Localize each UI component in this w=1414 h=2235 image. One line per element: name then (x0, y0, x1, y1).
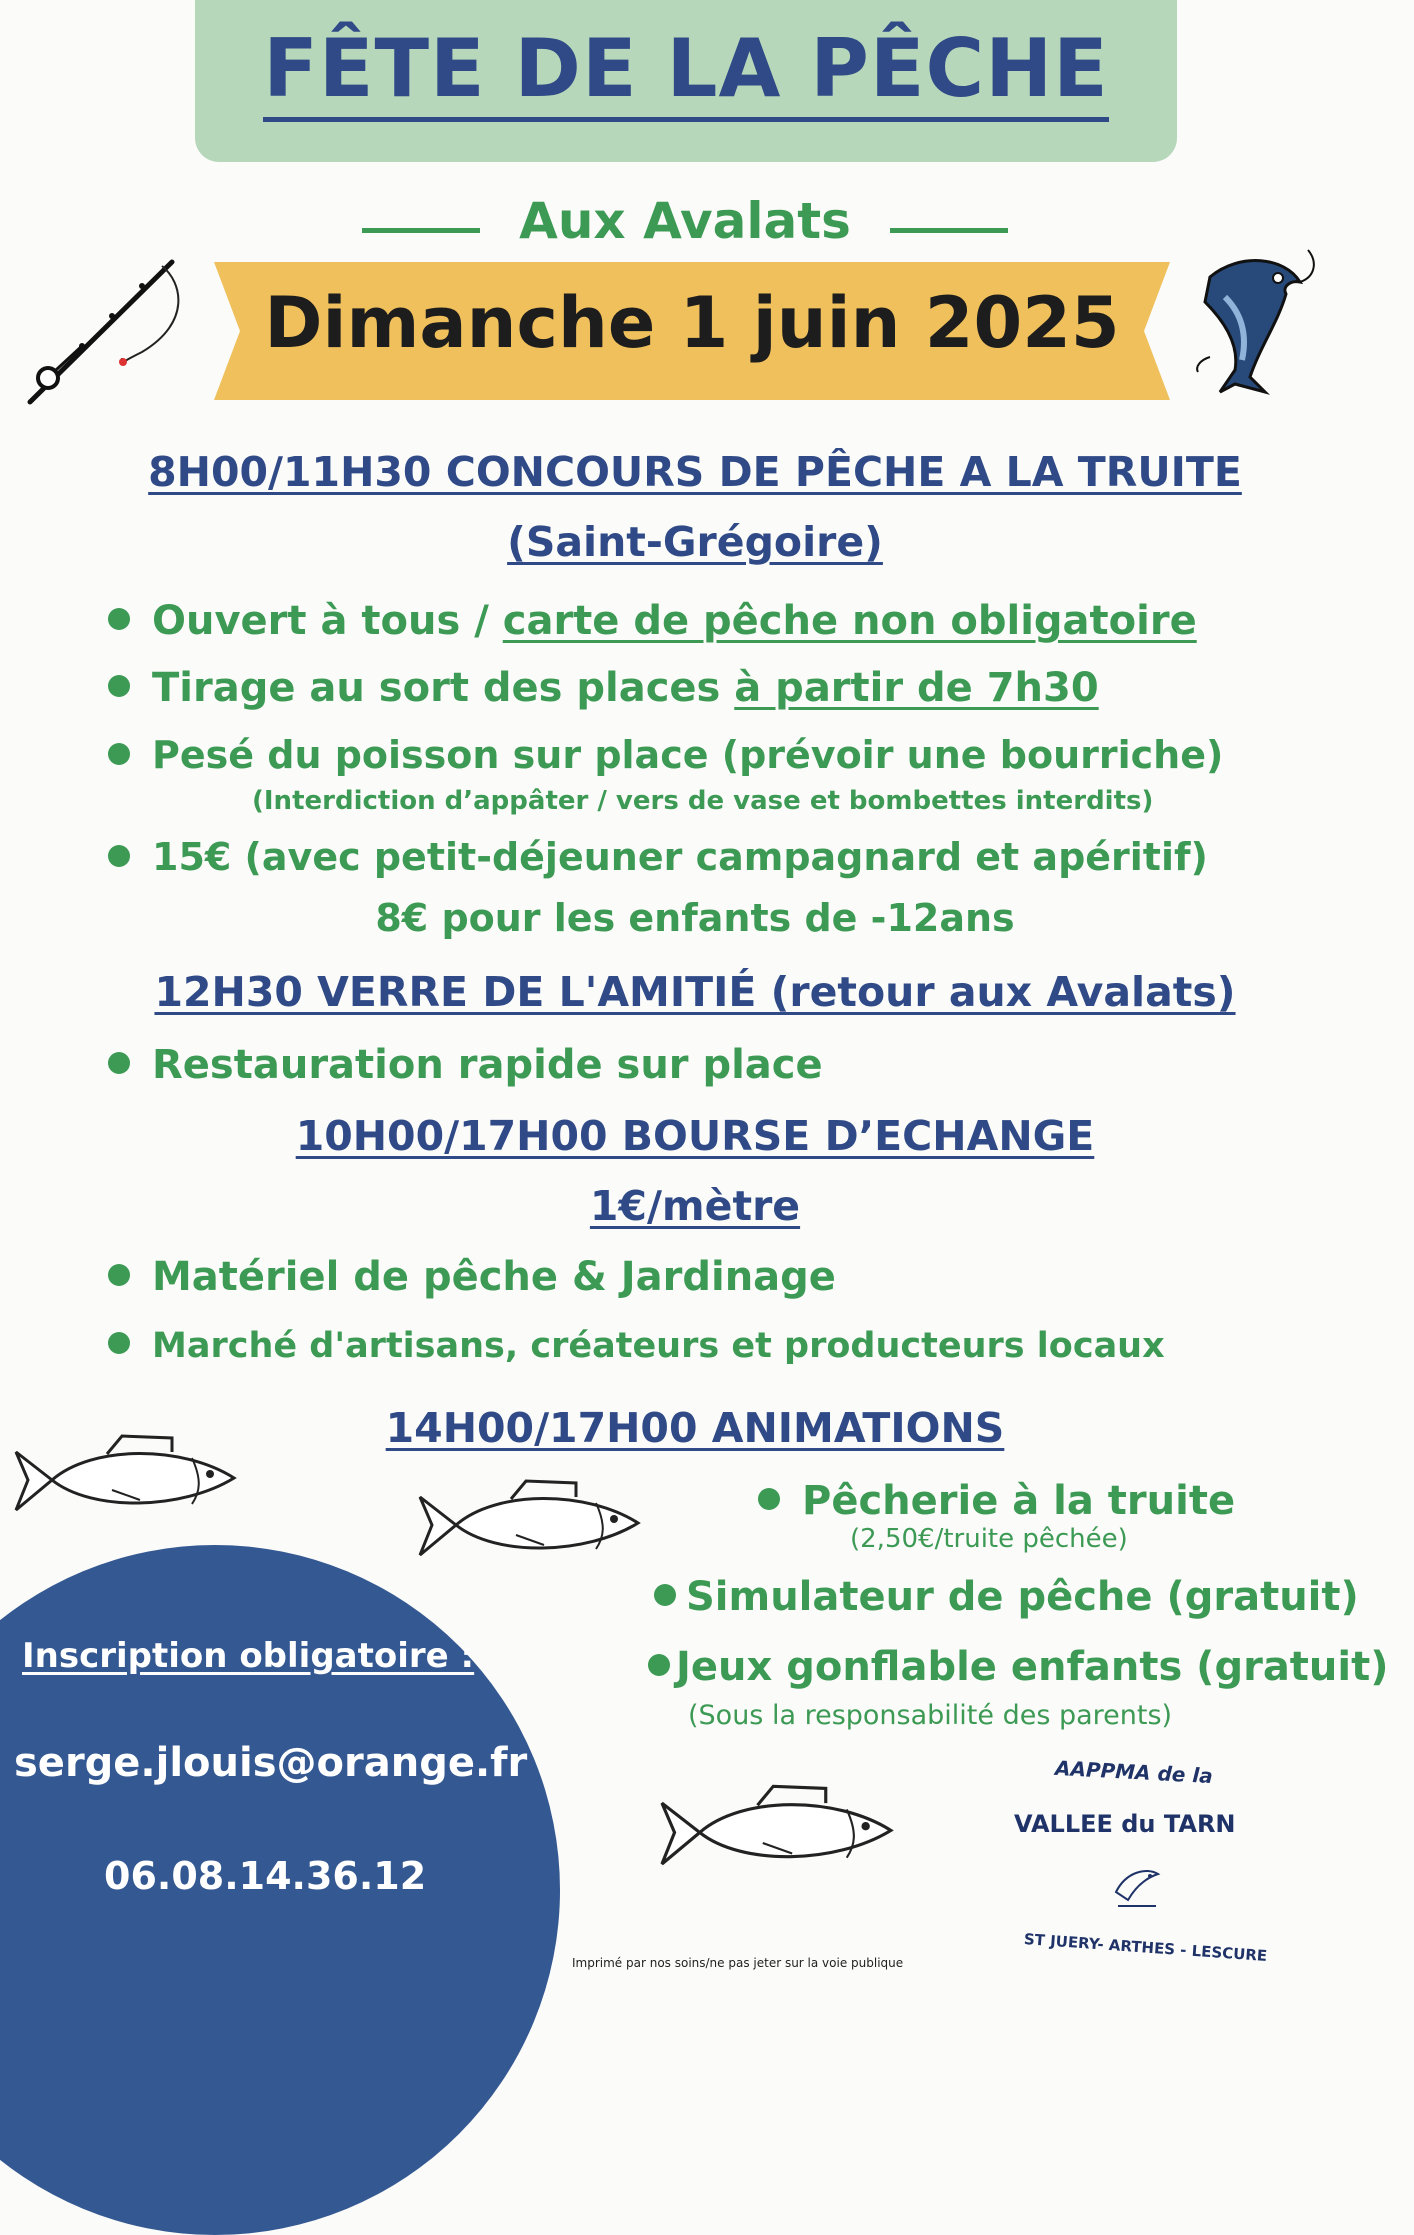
simulator-text: Simulateur de pêche (gratuit) (686, 1574, 1359, 1620)
bullet-market (108, 1326, 1165, 1366)
bullet-trout-pond (758, 1478, 1235, 1524)
contest-location: (Saint-Grégoire) (507, 518, 883, 566)
draw-prefix: Tirage au sort des places (152, 665, 735, 711)
event-title-wrap (195, 22, 1177, 115)
bullet-draw (108, 665, 1099, 711)
organizer-line1: AAPPMA de la (1054, 1755, 1214, 1789)
contact-email[interactable]: serge.jlouis@orange.fr (14, 1740, 528, 1786)
market-text: Marché d'artisans, créateurs et producteurs locaux (152, 1326, 1165, 1366)
footer-note: Imprimé par nos soins/ne pas jeter sur la voie publique (572, 1956, 904, 1970)
contact-phone[interactable]: 06.08.14.36.12 (104, 1854, 427, 1898)
fish-icon (12, 1430, 242, 1530)
bullet-weigh (108, 733, 1223, 777)
contest-heading: 8H00/11H30 CONCOURS DE PÊCHE A LA TRUITE (148, 448, 1242, 496)
bullet-open (108, 598, 1197, 644)
animations-heading: 14H00/17H00 ANIMATIONS (385, 1404, 1005, 1452)
price-text: 15€ (avec petit-déjeuner campagnard et apéritif) (152, 835, 1208, 879)
bullet-dot (758, 1488, 780, 1510)
bullet-dot (108, 743, 130, 765)
organizer-line3: ST JUERY- ARTHES - LESCURE (1023, 1930, 1268, 1965)
bullet-price (108, 835, 1208, 879)
bullet-dot (108, 1332, 130, 1354)
trout-price-note: (2,50€/truite pêchée) (850, 1524, 1128, 1554)
trout-pond-text: Pêcherie à la truite (802, 1478, 1236, 1524)
parents-note: (Sous la responsabilité des parents) (688, 1700, 1173, 1731)
subtitle-dash-right (890, 228, 1008, 233)
fish-icon (656, 1780, 901, 1885)
bullet-dot (654, 1584, 676, 1606)
bullet-dot (648, 1654, 670, 1676)
open-link-text: carte de pêche non obligatoire (502, 598, 1197, 644)
bullet-bouncy (648, 1644, 1389, 1690)
subtitle: Aux Avalats (519, 192, 851, 250)
bouncy-text: Jeux gonflable enfants (gratuit) (676, 1644, 1389, 1690)
open-prefix: Ouvert à tous / (152, 598, 503, 644)
event-title: FÊTE DE LA PÊCHE (263, 22, 1109, 122)
weigh-note: (Interdiction d’appâter / vers de vase et bombettes interdits) (252, 786, 1154, 816)
fish-icon (416, 1475, 646, 1575)
exchange-heading: 10H00/17H00 BOURSE D’ECHANGE (295, 1112, 1095, 1160)
contact-label: Inscription obligatoire : (22, 1636, 475, 1676)
event-date: Dimanche 1 juin 2025 (264, 282, 1120, 364)
friendship-heading: 12H30 VERRE DE L'AMITIÉ (retour aux Avalats) (154, 968, 1236, 1016)
bullet-dot (108, 675, 130, 697)
bullet-dot (108, 845, 130, 867)
draw-time: à partir de 7h30 (734, 665, 1099, 711)
bullet-dot (108, 1052, 130, 1074)
bullet-dot (108, 1264, 130, 1286)
exchange-price: 1€/mètre (589, 1182, 801, 1230)
material-text: Matériel de pêche & Jardinage (152, 1254, 836, 1300)
food-text: Restauration rapide sur place (152, 1042, 823, 1088)
bullet-simulator (654, 1574, 1359, 1620)
organizer-line2: VALLEE du TARN (1014, 1810, 1236, 1838)
bullet-food (108, 1042, 823, 1088)
organizer-fish-icon (1106, 1852, 1166, 1912)
weigh-text: Pesé du poisson sur place (prévoir une bourriche) (152, 733, 1224, 777)
bullet-dot (108, 608, 130, 630)
fishing-rod-icon (22, 252, 187, 407)
price-children: 8€ pour les enfants de -12ans (375, 896, 1015, 940)
jumping-fish-icon (1190, 242, 1330, 397)
bullet-material (108, 1254, 836, 1300)
